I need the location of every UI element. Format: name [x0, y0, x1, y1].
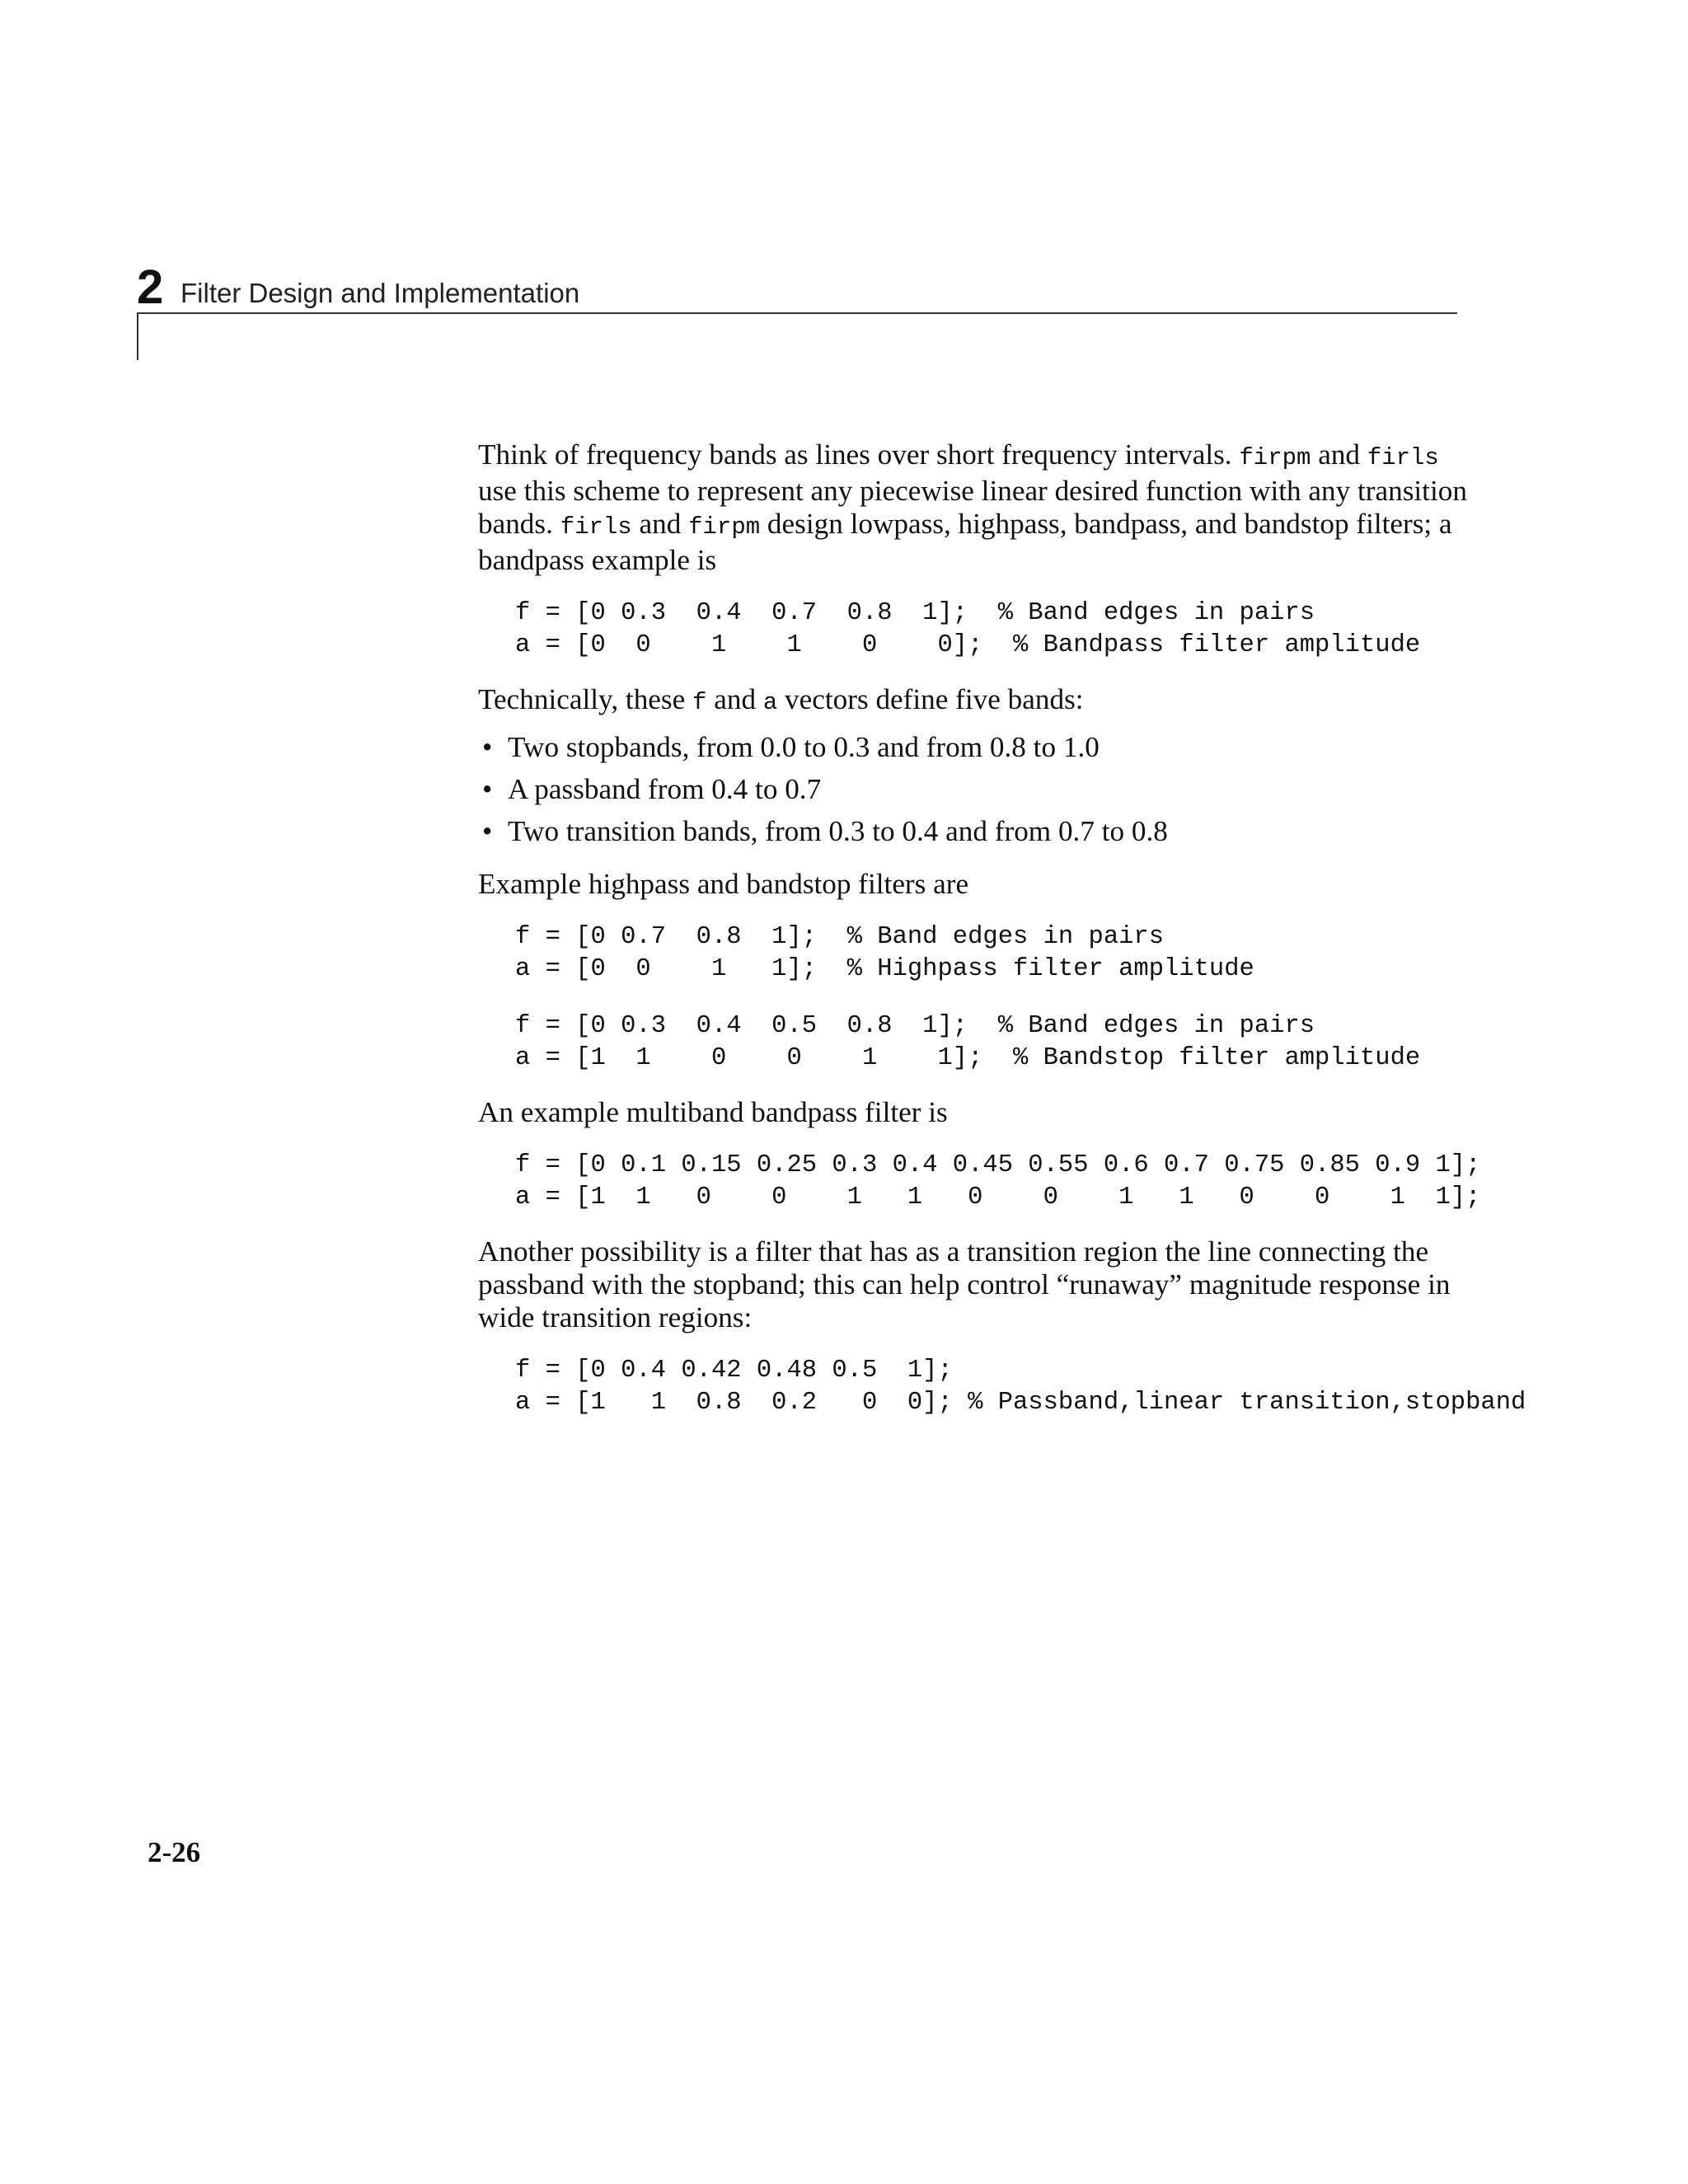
code-multiband: f = [0 0.1 0.15 0.25 0.3 0.4 0.45 0.55 0.6 0.7 0.75 0.85 0.9 1]; a = [1 1 0 0 1 1 0 0 1 1 0 0 1 1];: [515, 1151, 1481, 1212]
highpass-bandstop-paragraph: Example highpass and bandstop filters are: [478, 868, 969, 900]
bullet-marker: •: [482, 773, 493, 805]
code-term-f: f: [692, 689, 707, 716]
intro-text-3: use this scheme to represent any piecewise linear desired function with any transition bands.: [478, 475, 1467, 540]
chapter-header: [137, 260, 1457, 315]
header-margin-rule: [137, 314, 138, 360]
bullet-marker: •: [482, 731, 493, 763]
intro-text-4: and: [631, 508, 689, 540]
list-item: [478, 731, 1467, 764]
list-item-text: A passband from 0.4 to 0.7: [508, 773, 822, 805]
chapter-number: 2: [137, 260, 164, 314]
bands-text-3: vectors define five bands:: [777, 683, 1084, 715]
bullet-marker: •: [482, 815, 493, 847]
main-content: [478, 438, 1526, 1419]
header-rule: [137, 312, 1457, 314]
list-item: [478, 773, 1467, 806]
code-term-firls: firls: [1367, 444, 1439, 471]
list-item: [478, 815, 1467, 848]
code-term-firpm: firpm: [1239, 444, 1311, 471]
intro-text-5: design lowpass, highpass, bandpass, and bandstop filters; a bandpass example is: [478, 508, 1452, 576]
bands-paragraph: [478, 683, 1467, 719]
code-term-firls: firls: [560, 513, 632, 541]
intro-text-2: and: [1311, 438, 1367, 471]
list-item-text: Two stopbands, from 0.0 to 0.3 and from 0.8 to 1.0: [508, 731, 1100, 763]
code-term-a: a: [762, 689, 778, 716]
code-bandpass: f = [0 0.3 0.4 0.7 0.8 1]; % Band edges in pairs a = [0 0 1 1 0 0]; % Bandpass filter amplitude: [515, 599, 1421, 659]
bands-text-2: and: [706, 683, 763, 715]
list-item-text: Two transition bands, from 0.3 to 0.4 and from 0.7 to 0.8: [508, 815, 1168, 847]
intro-paragraph: [478, 438, 1467, 577]
transition-paragraph: Another possibility is a filter that has as a transition region the line connecting the passband with the stopband; this can help control “runaway” magnitude response in wide transition regions:: [478, 1235, 1451, 1333]
bands-list: [478, 731, 1467, 848]
page-number: 2-26: [148, 1836, 201, 1868]
bands-text-1: Technically, these: [478, 683, 693, 715]
intro-text-1: Think of frequency bands as lines over short frequency intervals.: [478, 438, 1240, 471]
multiband-paragraph: An example multiband bandpass filter is: [478, 1096, 948, 1128]
code-bandstop: f = [0 0.3 0.4 0.5 0.8 1]; % Band edges in pairs a = [1 1 0 0 1 1]; % Bandstop filter amplitude: [515, 1012, 1421, 1072]
code-transition: f = [0 0.4 0.42 0.48 0.5 1]; a = [1 1 0.8 0.2 0 0]; % Passband,linear transition,stopband: [515, 1357, 1526, 1417]
chapter-title: Filter Design and Implementation: [181, 278, 580, 308]
code-highpass: f = [0 0.7 0.8 1]; % Band edges in pairs a = [0 0 1 1]; % Highpass filter amplitude: [515, 923, 1254, 983]
code-term-firpm: firpm: [688, 513, 761, 541]
